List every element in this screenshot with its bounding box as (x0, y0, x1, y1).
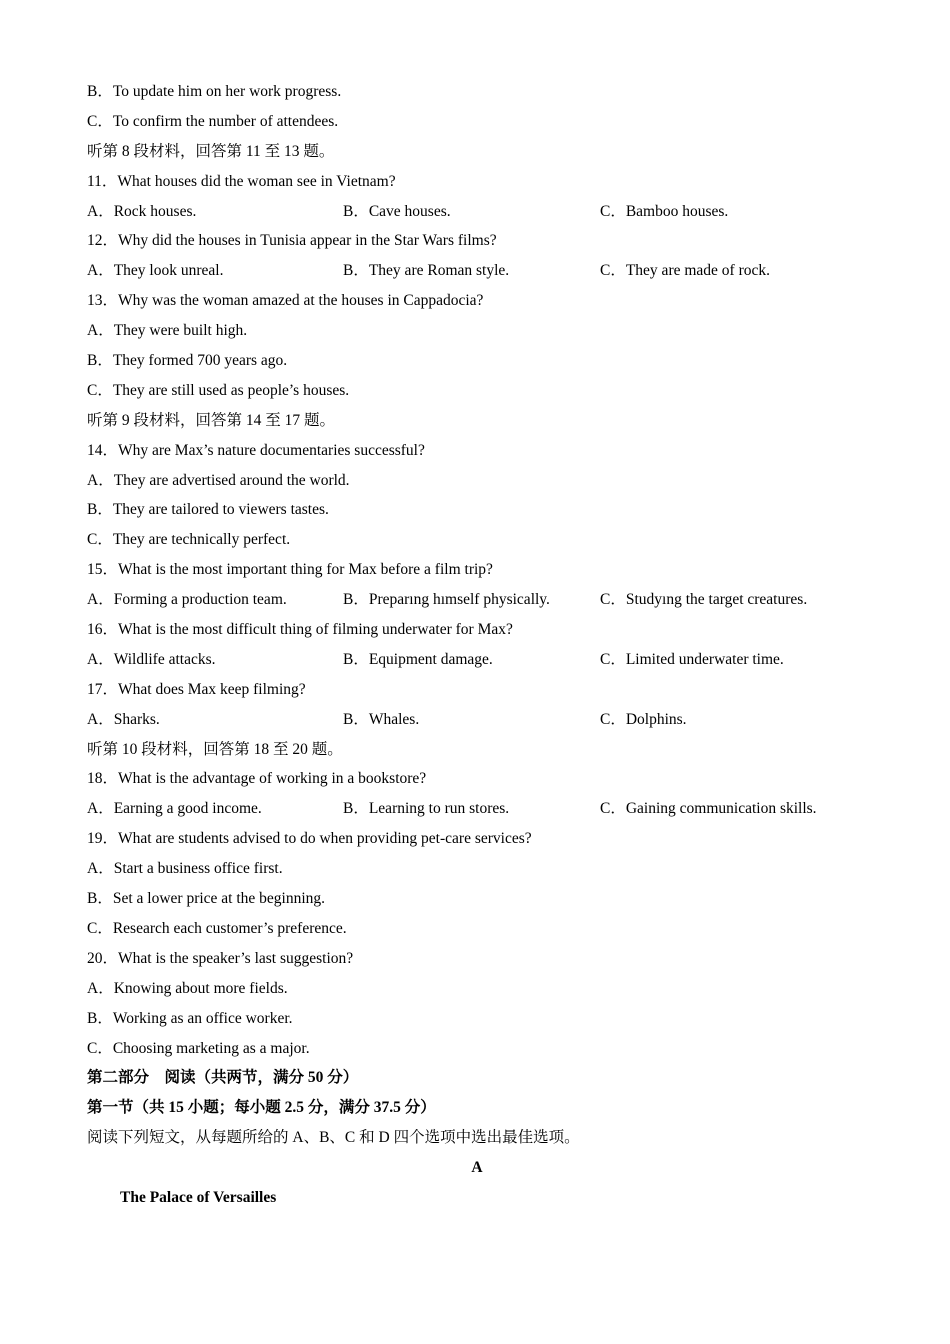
text-line: 听第 9 段材料，回答第 14 至 17 题。 (87, 411, 336, 429)
option-b: B．Cave houses. (343, 202, 451, 220)
text-line: 听第 8 段材料，回答第 11 至 13 题。 (87, 142, 335, 160)
text-line: B．To update him on her work progress. (87, 83, 342, 100)
text-line: C．Choosing marketing as a major. (87, 1039, 310, 1057)
text-line: 听第 10 段材料，回答第 18 至 20 题。 (87, 740, 343, 758)
text-line: B．Set a lower price at the beginning. (87, 890, 326, 908)
text-line: B．Working as an office worker. (87, 1009, 293, 1027)
text-line: 阅读下列短文，从每题所给的 A、B、C 和 D 四个选项中选出最佳选项。 (87, 1129, 580, 1147)
options-row (87, 197, 867, 227)
option-c: C．Gaining communication skills. (600, 800, 817, 818)
option-c: C．Bamboo houses. (600, 202, 729, 220)
option-b: B．They are Roman style. (343, 262, 510, 280)
text-line: C．They are still used as people’s houses. (87, 381, 350, 399)
document-body (87, 77, 867, 1213)
options-row (87, 794, 867, 824)
option-a: A．Sharks. (87, 710, 160, 728)
text-line: C．They are technically perfect. (87, 531, 291, 549)
text-line: 15．What is the most important thing for Max before a film trip? (87, 561, 493, 579)
option-b: B．Whales. (343, 710, 420, 728)
text-line: C．Research each customer’s preference. (87, 919, 347, 937)
options-row (87, 645, 867, 675)
text-line: A．Knowing about more fields. (87, 979, 288, 997)
passage-title: The Palace of Versailles (120, 1188, 277, 1206)
text-line: 16．What is the most difficult thing of filming underwater for Max? (87, 621, 513, 639)
text-line: 11．What houses did the woman see in Vietnam? (87, 172, 396, 190)
text-line: A．They were built high. (87, 322, 248, 340)
option-b: B．Equipment damage. (343, 650, 493, 668)
option-b: B．Learning to run stores. (343, 800, 510, 818)
option-c: C．They are made of rock. (600, 262, 771, 280)
section-heading: 第二部分 阅读（共两节，满分 50 分） (87, 1069, 359, 1087)
options-row (87, 705, 867, 735)
text-line: A．Start a business office first. (87, 860, 283, 878)
option-c: C．Studyıng the target creatures. (600, 591, 808, 609)
text-line: 18．What is the advantage of working in a bookstore? (87, 770, 427, 788)
text-line: B．They formed 700 years ago. (87, 352, 288, 370)
text-line: 20．What is the speaker’s last suggestion? (87, 949, 354, 967)
text-line: B．They are tailored to viewers tastes. (87, 501, 329, 519)
text-line: 17．What does Max keep filming? (87, 680, 306, 698)
passage-label: A (471, 1159, 483, 1177)
option-b: B．Preparıng hımself physically. (343, 591, 550, 609)
text-line: A．They are advertised around the world. (87, 471, 350, 489)
option-a: A．Earning a good income. (87, 800, 262, 818)
text-line: 14．Why are Max’s nature documentaries successful? (87, 441, 425, 459)
text-line: C．To confirm the number of attendees. (87, 112, 339, 130)
option-a: A．Forming a production team. (87, 591, 287, 609)
option-c: C．Limited underwater time. (600, 650, 784, 668)
option-a: A．They look unreal. (87, 262, 224, 280)
section-heading: 第一节（共 15 小题；每小题 2.5 分，满分 37.5 分） (87, 1099, 436, 1117)
text-line: 13．Why was the woman amazed at the houses in Cappadocia? (87, 292, 484, 310)
option-c: C．Dolphins. (600, 710, 687, 728)
text-line: 19．What are students advised to do when providing pet-care services? (87, 830, 532, 848)
option-a: A．Wildlife attacks. (87, 650, 216, 668)
options-row (87, 585, 867, 615)
options-row (87, 256, 867, 286)
option-a: A．Rock houses. (87, 202, 197, 220)
text-line: 12．Why did the houses in Tunisia appear in the Star Wars films? (87, 232, 497, 250)
